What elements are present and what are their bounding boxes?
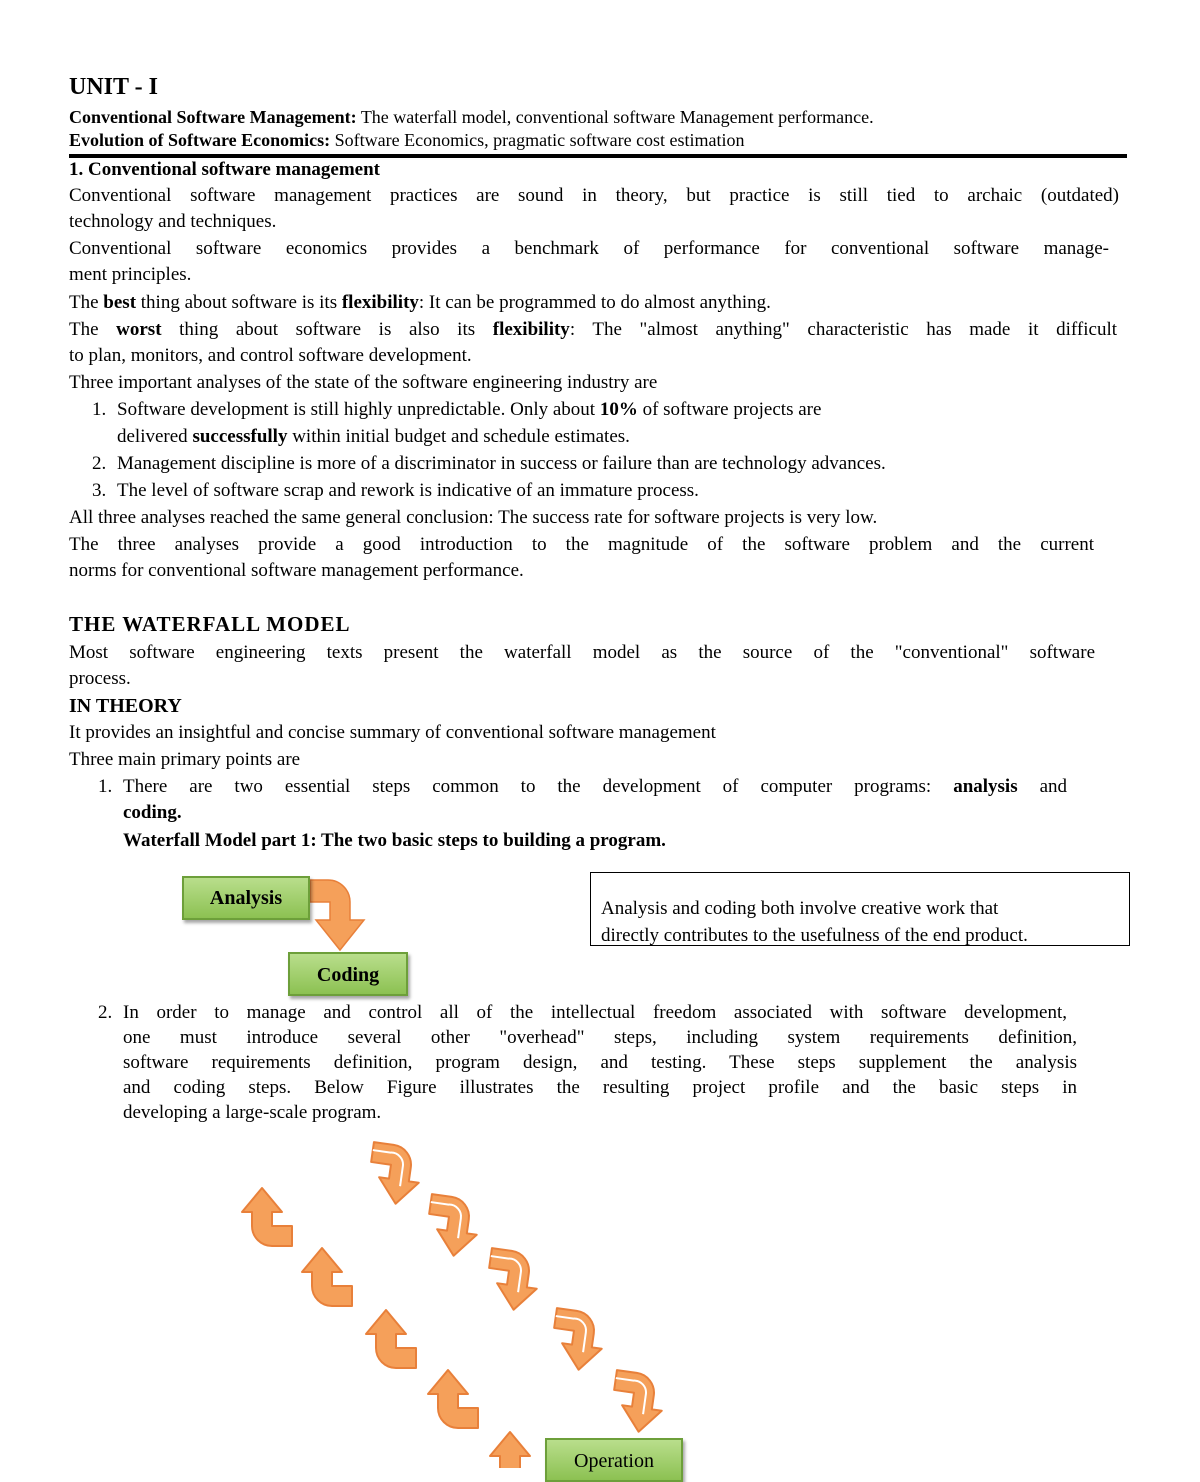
in-theory-heading: IN THEORY: [69, 695, 182, 717]
para-analyses-intro: Three important analyses of the state of the software engineering industry are: [69, 372, 658, 393]
item1-pre: Software development is still highly unpredictable. Only about: [117, 399, 600, 420]
coding-box: Coding: [288, 952, 408, 996]
syllabus-text-2: Software Economics, pragmatic software cost estimation: [330, 130, 745, 150]
list-num-3: 3.: [92, 480, 107, 501]
point-num-2: 2.: [98, 1002, 113, 1023]
waterfall-heading: THE WATERFALL MODEL: [69, 612, 351, 636]
down-arrow-5: [609, 1370, 667, 1434]
point-1-line-2: coding.: [123, 802, 182, 823]
best-mid: thing about software is its: [136, 292, 342, 313]
para-2-line-1: Conventional software economics provides a benchmark of performance for conventional software manage-: [69, 238, 1109, 259]
best-flexibility: flexibility: [341, 292, 419, 313]
point-2-line-2: one must introduce several other "overhead" steps, including system requirements definition,: [123, 1027, 1077, 1048]
syllabus-text-1: The waterfall model, conventional software Management performance.: [356, 107, 874, 127]
list-num-1: 1.: [92, 399, 107, 420]
worst-bold: worst: [116, 319, 162, 340]
worst-flexibility: flexibility: [492, 319, 570, 340]
para-conclusion: All three analyses reached the same general conclusion: The success rate for software projects is very low.: [69, 507, 878, 528]
up-arrow-4: [428, 1370, 478, 1428]
point-2-line-1: In order to manage and control all of the intellectual freedom associated with software development,: [123, 1002, 1067, 1023]
ascending-arrows: [242, 1188, 540, 1468]
list-item-3: The level of software scrap and rework is indicative of an immature process.: [117, 480, 699, 501]
item1-bold: 10%: [599, 399, 638, 420]
up-arrow-3: [366, 1310, 416, 1368]
point-num-1: 1.: [98, 776, 113, 797]
item1-l2-post: within initial budget and schedule estimates.: [287, 426, 630, 447]
down-arrow-4: [549, 1308, 607, 1372]
para-2-line-2: ment principles.: [69, 264, 192, 285]
syllabus-label-2: Evolution of Software Economics:: [69, 130, 331, 150]
pt1-post: and: [1017, 776, 1068, 797]
analysis-coding-note: [590, 872, 1130, 946]
worst-mid: thing about software is also its: [161, 319, 493, 340]
up-arrow-5: [490, 1432, 540, 1468]
waterfall-intro-line-2: process.: [69, 668, 131, 689]
theory-para-2: Three main primary points are: [69, 749, 301, 770]
note-line-1: Analysis and coding both involve creative work that: [601, 898, 999, 919]
down-arrow-2: [424, 1194, 482, 1258]
note-line-2: directly contributes to the usefulness of the end product.: [601, 925, 1028, 946]
best-bold: best: [103, 292, 137, 313]
pt1-bold: analysis: [953, 776, 1018, 797]
waterfall-intro-line-1: Most software engineering texts present the waterfall model as the source of the "conventional" software: [69, 642, 1095, 663]
point-2-line-5: developing a large-scale program.: [123, 1102, 382, 1123]
point-2-line-4: and coding steps. Below Figure illustrates the resulting project profile and the basic steps in: [123, 1077, 1077, 1098]
para-worst-line-2: to plan, monitors, and control software development.: [69, 345, 472, 366]
list-item-2: Management discipline is more of a discriminator in success or failure than are technology advances.: [117, 453, 886, 474]
item1-post: of software projects are: [637, 399, 822, 420]
best-pre: The: [69, 292, 104, 313]
worst-pre: The: [69, 319, 117, 340]
syllabus-label-1: Conventional Software Management:: [69, 107, 357, 127]
analysis-to-coding-arrow: [310, 880, 364, 950]
operation-box: Operation: [545, 1438, 683, 1482]
theory-para-1: It provides an insightful and concise summary of conventional software management: [69, 722, 716, 743]
item1-l2-bold: successfully: [192, 426, 288, 447]
up-arrow-1: [242, 1188, 292, 1246]
best-post: : It can be programmed to do almost anything.: [418, 292, 771, 313]
section-title: 1. Conventional software management: [69, 159, 381, 180]
para-1-line-2: technology and techniques.: [69, 211, 277, 232]
pt1-pre: There are two essential steps common to the development of computer programs:: [123, 776, 954, 797]
figure-caption: Waterfall Model part 1: The two basic steps to building a program.: [123, 830, 666, 851]
up-arrow-2: [302, 1248, 352, 1306]
para-intro-line-2: norms for conventional software management performance.: [69, 560, 524, 581]
para-intro-line-1: The three analyses provide a good introduction to the magnitude of the software problem and the current: [69, 534, 1094, 555]
item1-l2-pre: delivered: [117, 426, 193, 447]
analysis-box: Analysis: [182, 876, 310, 920]
point-2-line-3: software requirements definition, program design, and testing. These steps supplement the analysis: [123, 1052, 1077, 1073]
down-arrow-3: [484, 1248, 542, 1312]
para-1-line-1: Conventional software management practices are sound in theory, but practice is still tied to archaic (outdated): [69, 185, 1119, 206]
list-num-2: 2.: [92, 453, 107, 474]
worst-post: : The "almost anything" characteristic has made it difficult: [569, 319, 1117, 340]
unit-heading: UNIT - I: [69, 74, 158, 100]
descending-arrows: [366, 1142, 667, 1434]
down-arrow-1: [366, 1142, 424, 1206]
